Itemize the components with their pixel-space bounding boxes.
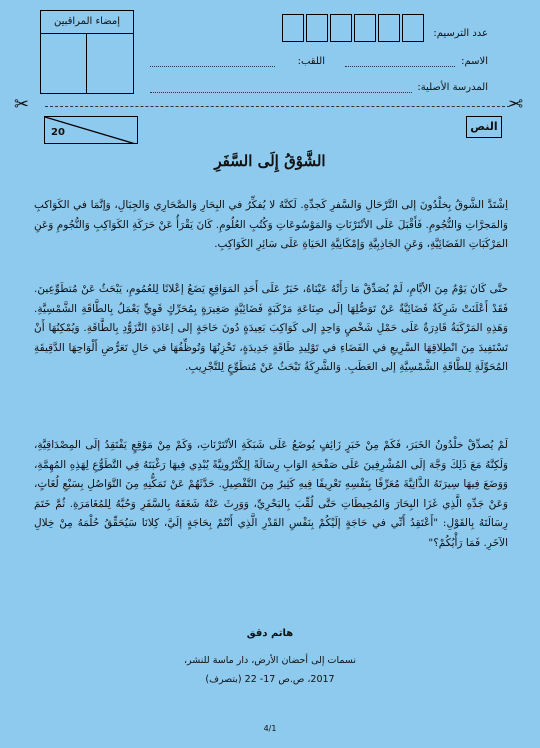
last-name-label: اللقب: <box>297 56 325 67</box>
last-name-line[interactable] <box>150 66 275 67</box>
origin-school-line[interactable] <box>150 92 412 93</box>
registration-digit-box[interactable] <box>402 14 424 42</box>
cut-line <box>45 106 510 107</box>
author-name: هاتم دقق <box>246 628 294 639</box>
first-name-line[interactable] <box>345 66 455 67</box>
paragraph-3: لَمْ يُصدِّقْ خلْدُونُ الخَبَرَ، فَكَمْ مِنْ خَبَرٍ زَائِفٍ يُوضَعُ عَلَى شَبَكَةِ الأنْتَرْنَاتِ، وَكَمْ مِنْ مَوْقِعٍ يَفْتَقِدُ إلَى المِصْدَاقِيَّةِ، وَلَكِنَّهُ مَعَ ذَلِكَ وَجَّهَ إلَى المُشْرِفِينَ عَلَى صَفْحَةِ الوَابِ رِسَالَةً إلِكْتْرُونِيَّةً يُبْدِي فِيهَا رَغْبَتَهُ فِي التَّطَوُّعِ لِهَذِهِ المُهِمَّةِ، وَوَضَعَ فِيهَا سِيرَتَهُ الذَّاتِيَّةَ مُعَرِّفًا بِنَفْسِهِ تَعْرِيفًا فِيهِ كَثِيرٌ مِنَ التَّفْصِيلِ. حَدَّثَهُمْ عَنْ تَمَكُّنِهِ مِنَ التَّوَاصُلِ بِسَبْعِ لُغَاتٍ، وَعَنْ جَدِّهِ الَّذِي غَزَا البِحَارَ وَالمُحِيطَاتِ حَتَّى لُقِّبَ بِالبَحْرِيِّ، وَوَرِثَ عَنْهُ شَغَفَهُ بِالسَّفَرِ وَحُبَّهُ لِلمُغَامَرَةِ. ثُمَّ خَتَمَ رِسَالَتَهُ بِالقَوْلِ: "أَعْتَقِدُ أَنِّي في حَاجَةٍ إلَيْكُمْ بِنَفْسِ القَدْرِ الَّذِي أَنْتُمْ بِحَاجَةٍ إلَيَّ، كِلانَا سَيُحَقِّقُ حُلْمَهُ مِنْ خِلالِ الآخَرِ. فَمَا رَأْيُكُمْ؟" <box>34 439 508 549</box>
supervisors-signature-label: إمضاء المراقبين <box>41 11 133 34</box>
registration-digit-box[interactable] <box>378 14 400 42</box>
signature-divider <box>86 33 87 93</box>
registration-number-boxes[interactable] <box>282 14 424 42</box>
score-value: 20 <box>51 127 65 138</box>
scissors-icon: ✂ <box>14 94 30 115</box>
score-box <box>44 116 138 144</box>
registration-digit-box[interactable] <box>282 14 304 42</box>
paragraph-1: اِشْتَدَّ الشَّوقُ بِخلْدُونَ إلى التَّرْحَالِ وَالسَّفرِ كَجدِّهِ. لَكنَّهُ لا يُفكِّرُ في البِحَارِ وَالصَّحَارِي وَالجِبَالِ، وَإنَّمَا في الكَوَاكبِ وَالمَجرَّاتِ وَالنُّجُومِ. فَأَقْبَلَ عَلَى الأنْتَرْنَاتِ وَالمَوْسُوعَاتِ وَكُتُبِ العُلُومِ. كَانَ يَقْرَأُ عَنْ حَرَكَةِ الكَوَاكِبِ وَالنُّجُومِ وَعَنِ المَرْكَبَاتِ الفَضَائِيَّةِ، وَعَنِ الجَاذِبِيَّةِ وَإمْكَانِيَّةِ الحَيَاةِ عَلَى سَائِرِ الكَوَاكِبِ. <box>34 199 508 250</box>
source-line-2: 2017، ص.ص 17- 22 (بتصرف) <box>205 674 335 685</box>
origin-school-label: المدرسة الأصلية: <box>417 82 488 93</box>
registration-number-label: عدد الترسيم: <box>433 28 488 39</box>
source-line-1: نسمات إلى أحضان الأرض، دار ماسة للنشر، <box>183 655 357 666</box>
supervisors-signature-box <box>40 10 134 94</box>
section-label: النص <box>466 116 502 138</box>
scissors-icon: ✂ <box>508 94 524 115</box>
text-title: الشَّوْقُ إِلَى السَّفَرِ <box>214 152 326 170</box>
registration-digit-box[interactable] <box>330 14 352 42</box>
registration-digit-box[interactable] <box>354 14 376 42</box>
registration-digit-box[interactable] <box>306 14 328 42</box>
first-name-label: الاسم: <box>461 56 488 67</box>
page-number: 4/1 <box>263 724 277 733</box>
paragraph-2: حتَّى كَانَ يَوْمٌ مِنَ الأيَّامِ، لَمْ يُصَدِّقْ مَا رَأَتْهُ عَيْنَاهُ، خَبَرٌ عَلَى أَحَدِ المَوَاقِعِ يَضَعُ إعْلانًا لِلعُمُومِ، يَبْحَثُ عَنْ مُتطَوِّعِينَ. فَقَدْ أَعْلَنَتْ شَرِكَةٌ فَضَائِيَّةٌ عَنْ تَوَصُّلِهَا إلَى صِنَاعَةِ مَرْكَبَةٍ فَضَائِيَّةٍ صَغِيرَةٍ بِمُحَرِّكٍ قَوِيٍّ يَعْمَلُ بِالطَّاقَةِ الشَّمْسِيَّةِ. وَهَذِهِ المَرْكَبَةُ قَادِرَةٌ عَلَى حَمْلِ شَخْصٍ وَاحِدٍ إلى كَوَاكِبَ بَعِيدَةٍ دُونَ حَاجَةٍ إلى إعَادَةِ التَّزَوُّدِ بِالطَّاقَةِ. وَيُمْكِنُهَا أَنْ تَسْتَفِيدَ مِنَ انْطِلاقِهَا السَّرِيعِ في الفَضَاءِ في تَوْلِيدِ طَاقَةٍ جَدِيدَةٍ، تَخْزِنُهَا وَتُوظِّفُهَا في حَالِ تَعَرُّضِ أَلْوَاحِهَا الدَّقِيقَةِ المُحَوِّلَةِ لِلطَّاقَةِ الشَّمْسِيَّةِ إلى العَطَبِ. وَالشَّرِكَةُ تَبْحَثُ عَنْ مُتطَوِّعٍ لِلتَّجْرِيبِ. <box>34 283 508 373</box>
